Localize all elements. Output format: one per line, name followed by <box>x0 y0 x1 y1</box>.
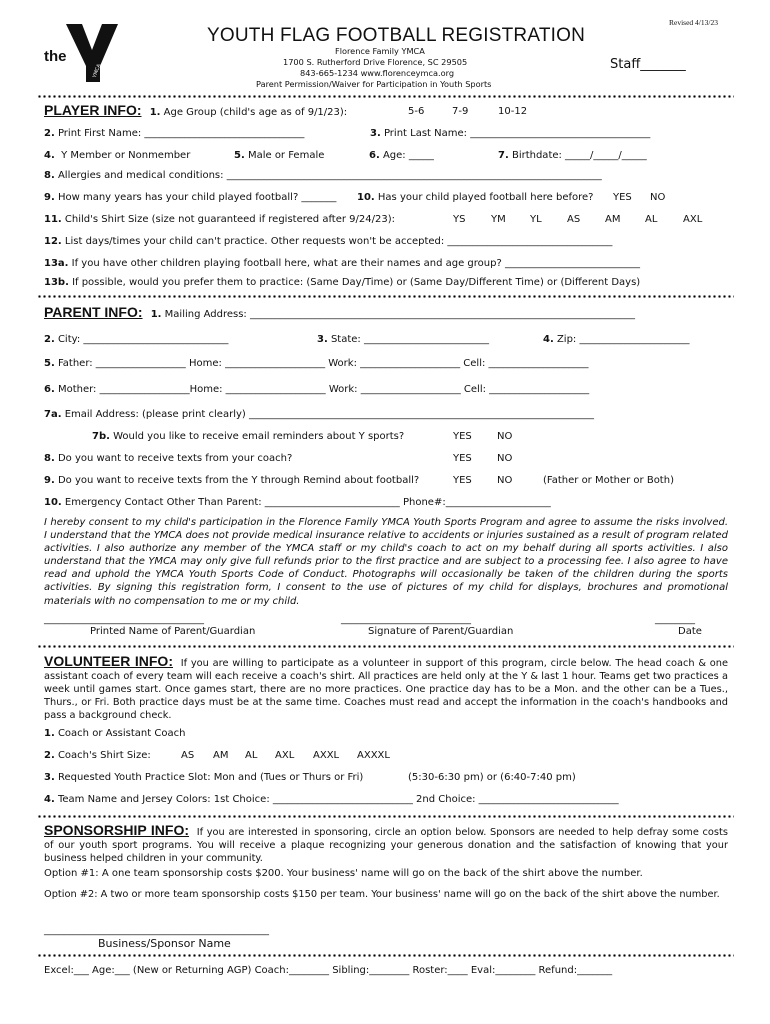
coach-size-axl[interactable]: AXL <box>275 750 295 761</box>
coach-texts-yes[interactable]: YES <box>453 453 472 464</box>
divider <box>37 95 734 98</box>
printed-name-line[interactable]: ________________________________ <box>44 614 204 625</box>
shirt-size-as[interactable]: AS <box>567 214 581 225</box>
revised-date: Revised 4/13/23 <box>669 18 718 27</box>
state-field[interactable]: 3. State: _________________________ <box>317 334 489 345</box>
coach-size-axxxl[interactable]: AXXXL <box>357 750 390 761</box>
logo-text: the <box>44 48 67 65</box>
age-field[interactable]: 6. Age: _____ <box>369 150 434 161</box>
shirt-size-question: 11. Child's Shirt Size (size not guaranteed if registered after 9/24/23): <box>44 214 395 225</box>
sponsor-option-1[interactable]: Option #1: A one team sponsorship costs $200. Your business' name will go on the back of the shirt above the number. <box>44 868 643 879</box>
years-played-field[interactable]: 9. How many years has your child played football? _______ <box>44 192 337 203</box>
team-name-field[interactable]: 4. Team Name and Jersey Colors: 1st Choice: ____________________________ 2nd Choice: ____________________________ <box>44 794 619 805</box>
signature-label: Signature of Parent/Guardian <box>368 626 514 637</box>
city-field[interactable]: 2. City: _____________________________ <box>44 334 229 345</box>
first-name-field[interactable]: 2. Print First Name: ________________________________ <box>44 128 305 139</box>
father-contact-field[interactable]: 5. Father: __________________ Home: ____________________ Work: ____________________ Cell: ____________________ <box>44 358 589 369</box>
email-field[interactable]: 7a. Email Address: (please print clearly) _____________________________________________________________________ <box>44 409 594 420</box>
played-here-question: 10. Has your child played football here before? <box>357 192 594 203</box>
org-contact: 843-665-1234 www.florenceymca.org <box>300 68 455 78</box>
practice-slot-question[interactable]: 3. Requested Youth Practice Slot: Mon and (Tues or Thurs or Fri) <box>44 772 364 783</box>
staff-field[interactable]: Staff_______ <box>610 57 686 72</box>
player-info-heading: PLAYER INFO: <box>44 102 142 118</box>
coach-size-al[interactable]: AL <box>245 750 258 761</box>
remind-texts-no[interactable]: NO <box>497 475 513 486</box>
org-name: Florence Family YMCA <box>335 46 425 56</box>
player-q1-row: PLAYER INFO: 1. Age Group (child's age as of 9/1/23): <box>44 102 348 118</box>
sponsorship-intro: SPONSORSHIP INFO: If you are interested in sponsoring, circle an option below. Sponsors are needed to help defray some costs of our youth sport programs. You will receive a plaque recognizing your generous donation and the satisfaction of knowing that your business helped children in your community. <box>44 822 728 864</box>
signature-line[interactable]: __________________________ <box>341 614 471 625</box>
coach-size-am[interactable]: AM <box>213 750 229 761</box>
email-reminders-yes[interactable]: YES <box>453 431 472 442</box>
volunteer-intro: VOLUNTEER INFO: If you are willing to participate as a volunteer in support of this program, circle below. The head coach & one assistant coach of every team will each receive a coach's shirt. All practices are held only at the Y & last 1 hour. Teams get two practices a week until games start. Once games start, there are no more practices. One practice day has to be a Mon. and the other can be a Tues., Thurs., or Fri. Both practice days must be at the same time. Coaches must read and accept the information in the coach's handbooks and pass a background check. <box>44 653 728 721</box>
cant-practice-field[interactable]: 12. List days/times your child can't practice. Other requests won't be accepted: _________________________________ <box>44 236 613 247</box>
remind-texts-question: 9. Do you want to receive texts from the Y through Remind about football? <box>44 475 420 486</box>
volunteer-info-heading: VOLUNTEER INFO: <box>44 653 173 669</box>
sponsor-name-label: Business/Sponsor Name <box>98 937 231 950</box>
emergency-contact-field[interactable]: 10. Emergency Contact Other Than Parent: ___________________________ Phone#:_____________________ <box>44 497 551 508</box>
mother-contact-field[interactable]: 6. Mother: __________________Home: ____________________ Work: ____________________ Cell: ____________________ <box>44 384 590 395</box>
parent-info-heading: PARENT INFO: <box>44 304 143 320</box>
coach-size-as[interactable]: AS <box>181 750 195 761</box>
gender-field[interactable]: 5. Male or Female <box>234 150 325 161</box>
shirt-size-axl[interactable]: AXL <box>683 214 703 225</box>
shirt-size-ym[interactable]: YM <box>491 214 506 225</box>
sibling-practice-preference[interactable]: 13b. If possible, would you prefer them to practice: (Same Day/Time) or (Same Day/Different Time) or (Different Days) <box>44 277 641 288</box>
divider <box>37 815 734 818</box>
date-line[interactable]: ________ <box>655 614 695 625</box>
sponsor-name-line[interactable]: _____________________________________________ <box>44 925 269 936</box>
ymca-logo <box>42 20 122 84</box>
email-reminders-no[interactable]: NO <box>497 431 513 442</box>
played-here-yes[interactable]: YES <box>613 192 632 203</box>
remind-texts-yes[interactable]: YES <box>453 475 472 486</box>
age-option-10-12[interactable]: 10-12 <box>498 106 528 117</box>
age-option-5-6[interactable]: 5-6 <box>408 106 425 117</box>
org-address: 1700 S. Rutherford Drive Florence, SC 29505 <box>283 57 468 67</box>
age-option-7-9[interactable]: 7-9 <box>452 106 469 117</box>
coach-size-axxl[interactable]: AXXL <box>313 750 340 761</box>
parent-address-row[interactable]: PARENT INFO: 1. Mailing Address: _____________________________________________________________________________ <box>44 304 635 320</box>
shirt-size-yl[interactable]: YL <box>530 214 542 225</box>
zip-field[interactable]: 4. Zip: ______________________ <box>543 334 690 345</box>
practice-time-options[interactable]: (5:30-6:30 pm) or (6:40-7:40 pm) <box>408 772 576 783</box>
email-reminders-question: 7b. Would you like to receive email reminders about Y sports? <box>92 431 405 442</box>
form-title: YOUTH FLAG FOOTBALL REGISTRATION <box>207 25 586 46</box>
date-label: Date <box>678 626 702 637</box>
shirt-size-am[interactable]: AM <box>605 214 621 225</box>
printed-name-label: Printed Name of Parent/Guardian <box>90 626 256 637</box>
remind-texts-recipient[interactable]: (Father or Mother or Both) <box>543 475 674 486</box>
shirt-size-ys[interactable]: YS <box>453 214 466 225</box>
divider <box>37 645 734 648</box>
coach-shirt-size-question: 2. Coach's Shirt Size: <box>44 750 151 761</box>
divider <box>37 954 734 957</box>
birthdate-field[interactable]: 7. Birthdate: _____/_____/_____ <box>498 150 647 161</box>
logo-subtext: YMCA <box>91 63 103 79</box>
other-children-field[interactable]: 13a. If you have other children playing football here, what are their names and age group? ___________________________ <box>44 258 640 269</box>
played-here-no[interactable]: NO <box>650 192 666 203</box>
last-name-field[interactable]: 3. Print Last Name: ____________________________________ <box>370 128 651 139</box>
coach-texts-no[interactable]: NO <box>497 453 513 464</box>
coach-texts-question: 8. Do you want to receive texts from your coach? <box>44 453 293 464</box>
sponsorship-info-heading: SPONSORSHIP INFO: <box>44 822 190 838</box>
coach-role-option[interactable]: 1. Coach or Assistant Coach <box>44 728 186 739</box>
office-use-line[interactable]: Excel:___ Age:___ (New or Returning AGP) Coach:________ Sibling:________ Roster:____ Eval:________ Refund:_______ <box>44 965 613 976</box>
shirt-size-al[interactable]: AL <box>645 214 658 225</box>
membership-field[interactable]: 4. Y Member or Nonmember <box>44 150 191 161</box>
sponsor-option-2[interactable]: Option #2: A two or more team sponsorship costs $150 per team. Your business' name will go on the back of the shirt above the number. <box>44 889 720 900</box>
allergies-field[interactable]: 8. Allergies and medical conditions: ___________________________________________________________________________ <box>44 170 602 181</box>
form-subtitle: Parent Permission/Waiver for Participation in Youth Sports <box>256 79 492 89</box>
divider <box>37 295 734 298</box>
consent-paragraph: I hereby consent to my child's participation in the Florence Family YMCA Youth Sports Program and agree to assume the risks involved. I understand that the YMCA does not provide medical insurance relative to accidents or injuries sustained as a result of program related activities. I also authorize any member of the YMCA staff or my child's coach to act on my behalf during all sports activities. I also understand that the YMCA may only give full refunds prior to the first practice and are subject to a processing fee. I also agree to have read and uphold the YMCA Youth Sports Code of Conduct. Photographs will occasionally be taken of the children during the sports activities. By signing this registration form, I consent to the use of pictures of my child for displays, brochures and promotional materials with no compensation to me or my child. <box>44 517 728 607</box>
